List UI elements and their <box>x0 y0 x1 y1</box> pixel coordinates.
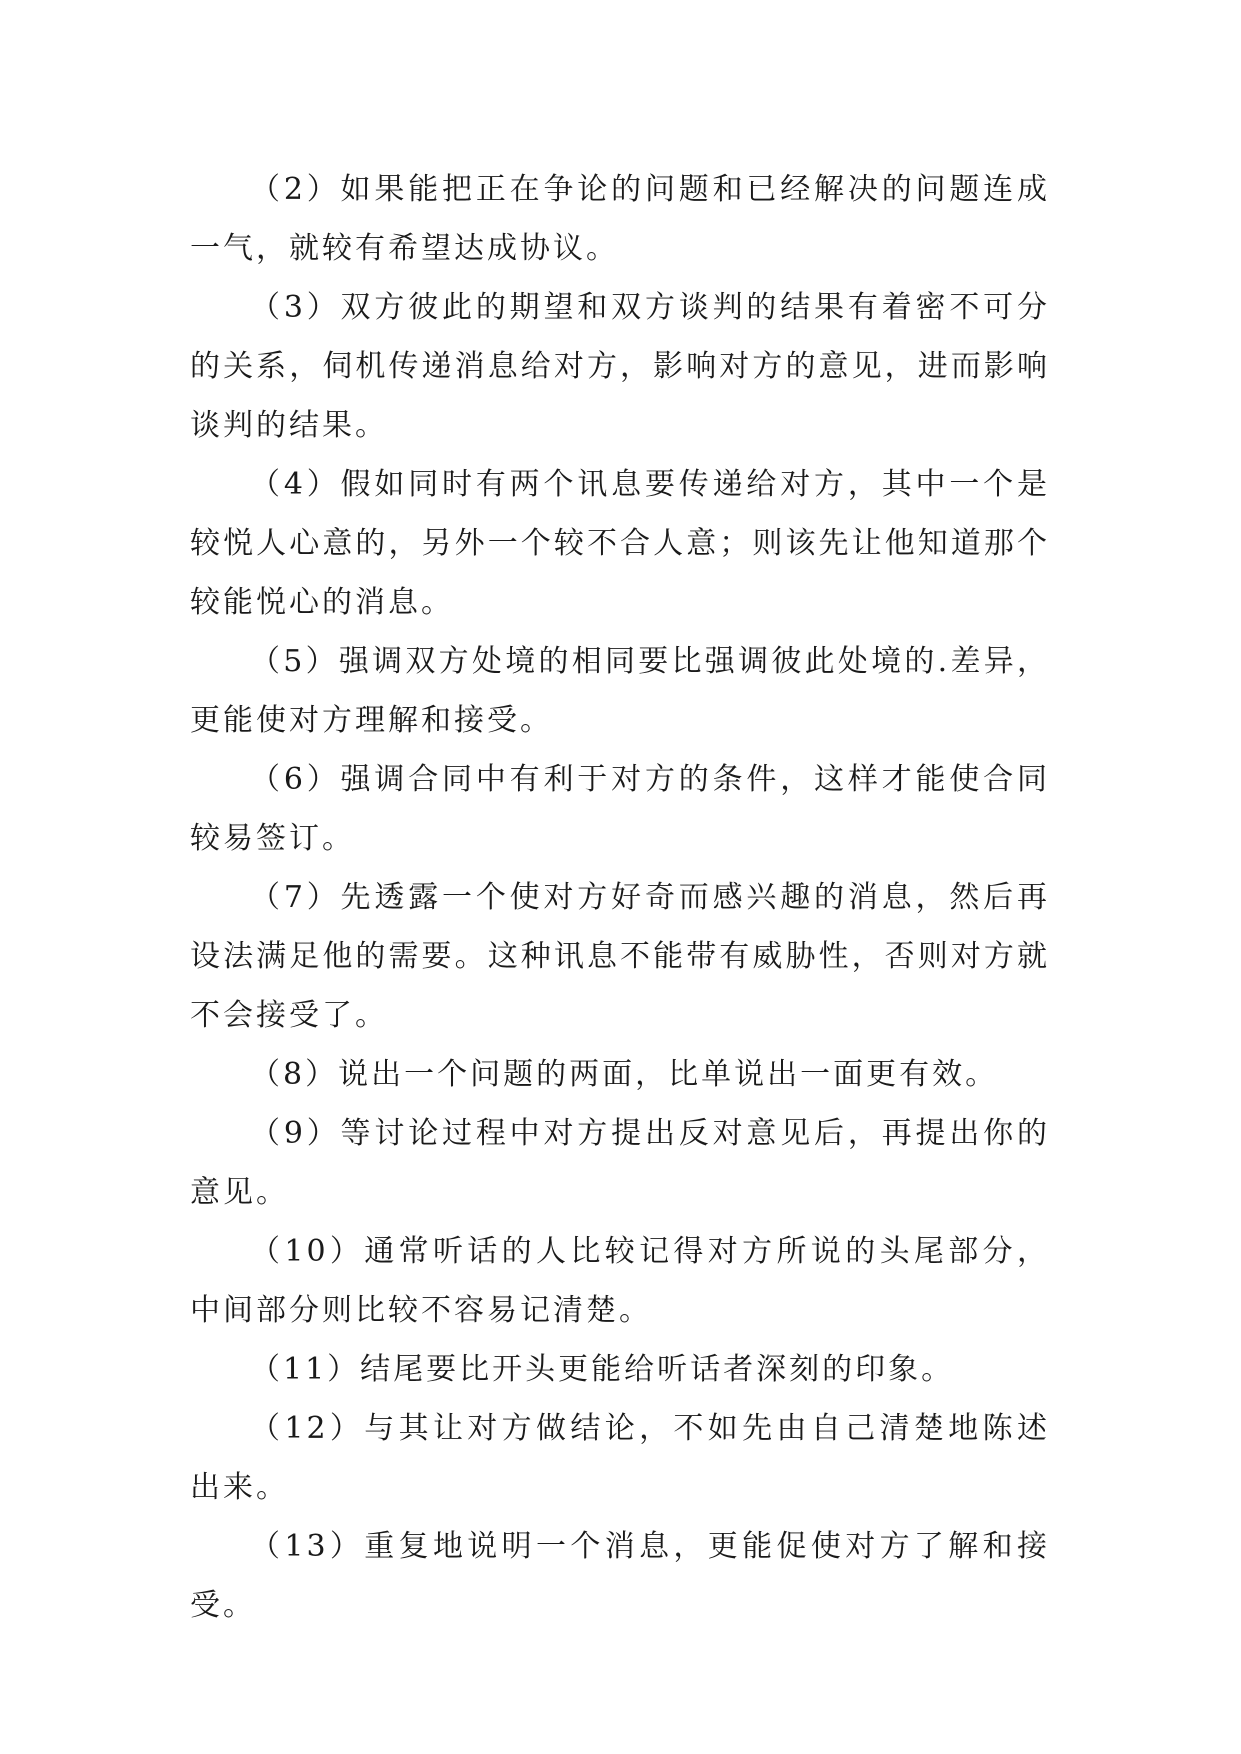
paragraph-11: （11）结尾要比开头更能给听话者深刻的印象。 <box>250 1352 955 1387</box>
paragraph-10: （10）通常听话的人比较记得对方所说的头尾部分，中间部分则比较不容易记清楚。 <box>190 1234 1050 1328</box>
paragraph-6: （6）强调合同中有利于对方的条件，这样才能使合同较易签订。 <box>190 762 1050 856</box>
document-body <box>190 160 1050 1635</box>
paragraph-13: （13）重复地说明一个消息，更能促使对方了解和接受。 <box>190 1529 1050 1623</box>
paragraph-2: （2）如果能把正在争论的问题和已经解决的问题连成一气，就较有希望达成协议。 <box>190 172 1050 266</box>
paragraph-9: （9）等讨论过程中对方提出反对意见后，再提出你的意见。 <box>190 1116 1050 1210</box>
paragraph-3: （3）双方彼此的期望和双方谈判的结果有着密不可分的关系，伺机传递消息给对方，影响对方的意见，进而影响谈判的结果。 <box>190 290 1050 443</box>
paragraph-4: （4）假如同时有两个讯息要传递给对方，其中一个是较悦人心意的，另外一个较不合人意；则该先让他知道那个较能悦心的消息。 <box>190 467 1050 620</box>
paragraph-12: （12）与其让对方做结论，不如先由自己清楚地陈述出来。 <box>190 1411 1050 1505</box>
paragraph-8: （8）说出一个问题的两面，比单说出一面更有效。 <box>250 1057 999 1092</box>
paragraph-7: （7）先透露一个使对方好奇而感兴趣的消息，然后再设法满足他的需要。这种讯息不能带有威胁性，否则对方就不会接受了。 <box>190 880 1050 1033</box>
paragraph-5: （5）强调双方处境的相同要比强调彼此处境的.差异，更能使对方理解和接受。 <box>190 644 1050 738</box>
